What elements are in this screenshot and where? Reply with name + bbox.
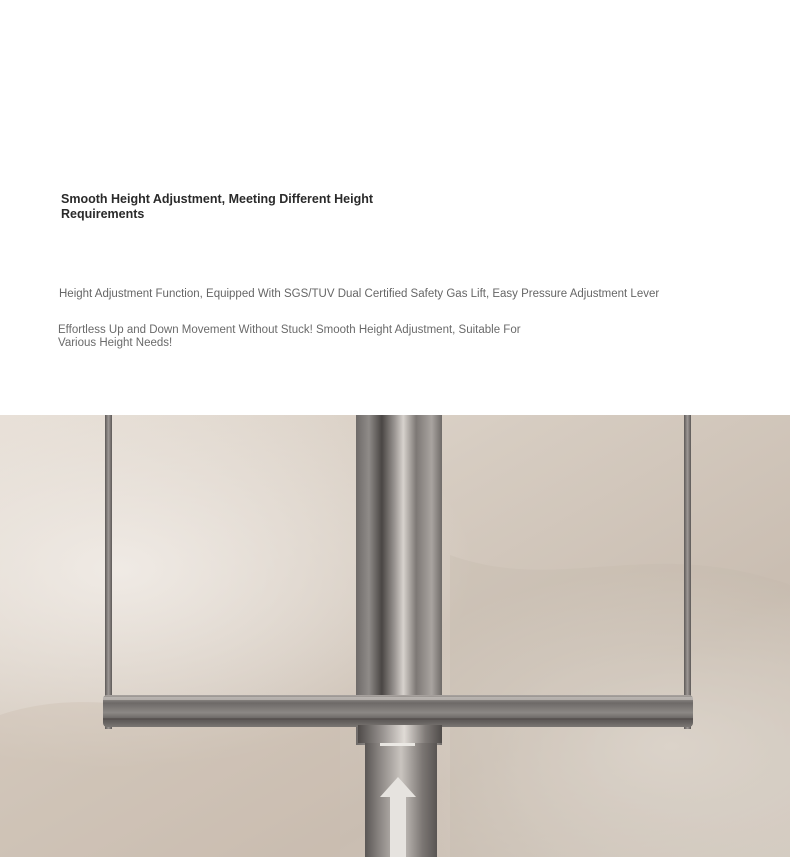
column-collar bbox=[358, 725, 442, 743]
feature-body-text: Effortless Up and Down Movement Without Stuck! Smooth Height Adjustment, Suitable For Various Height Needs! bbox=[58, 324, 521, 349]
feature-subline: Height Adjustment Function, Equipped With SGS/TUV Dual Certified Safety Gas Lift, Easy Pressure Adjustment Lever bbox=[59, 288, 660, 300]
stool-base-illustration bbox=[0, 415, 790, 857]
product-photo bbox=[0, 415, 790, 857]
right-leg bbox=[684, 415, 691, 729]
description-panel bbox=[0, 0, 790, 415]
left-leg bbox=[105, 415, 112, 729]
section-headline: Smooth Height Adjustment, Meeting Different Height Requirements bbox=[61, 192, 374, 221]
